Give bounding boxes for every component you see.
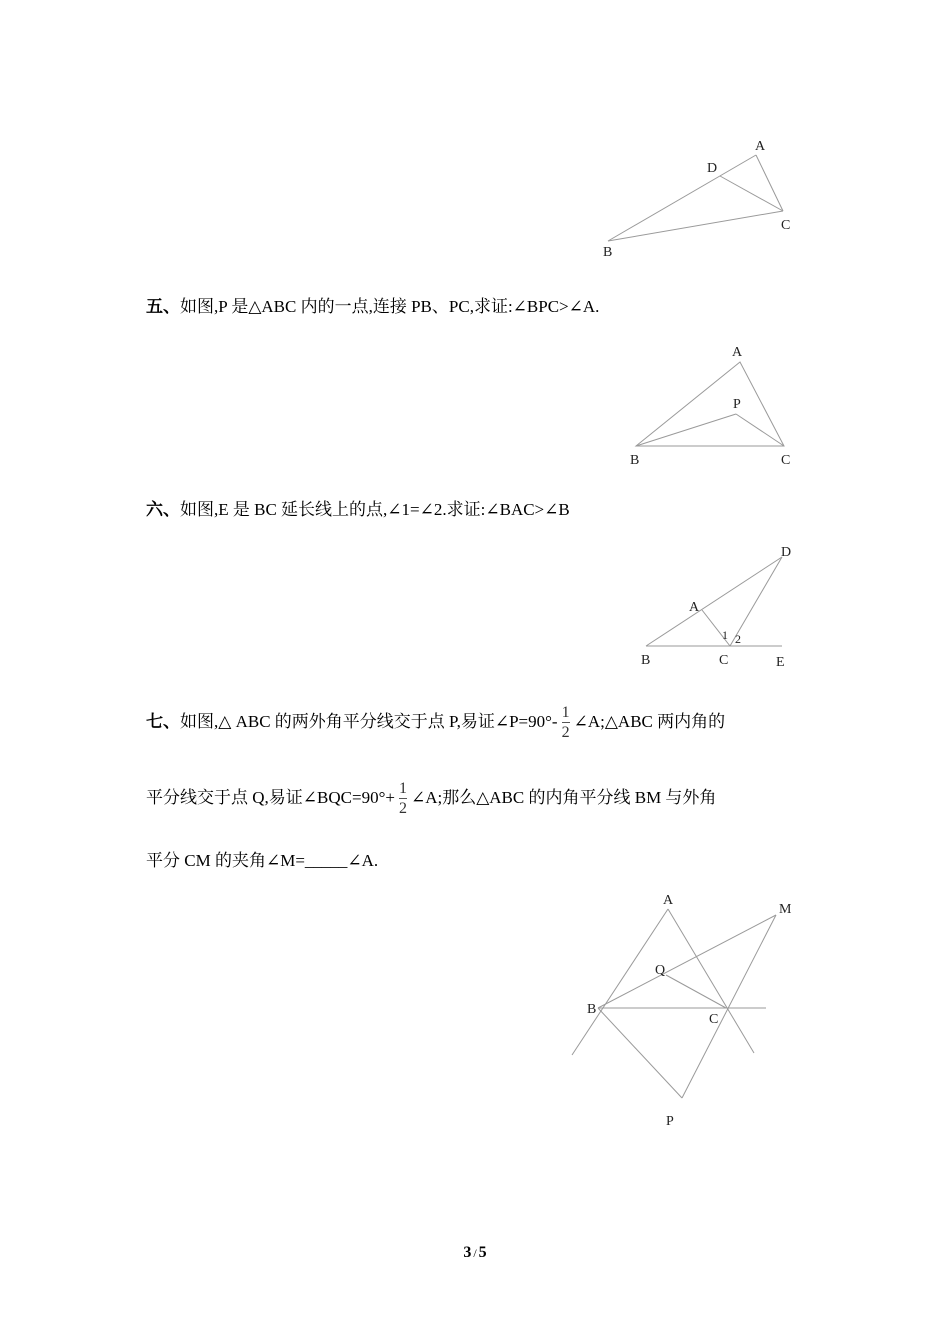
problem-6 [146, 499, 570, 521]
label-a: A [663, 893, 674, 908]
line-bm [598, 915, 776, 1008]
label-p: P [733, 397, 741, 412]
fraction-half [562, 704, 570, 742]
label-c: C [719, 653, 729, 668]
figure-angle-bisectors [560, 885, 800, 1135]
label-q: Q [655, 963, 666, 978]
problem-text: 如图,E 是 BC 延长线上的点,∠1=∠2.求证:∠BAC>∠B [180, 500, 570, 519]
label-b: B [630, 453, 640, 468]
figure-triangle-abcd [590, 130, 810, 270]
problem-text-1a: 如图,△ ABC 的两外角平分线交于点 P,易证∠P=90°- [180, 711, 558, 731]
segment-bp [636, 414, 736, 446]
problem-5 [146, 296, 599, 318]
line-ac-extended [668, 909, 754, 1053]
fraction-numerator: 1 [561, 704, 570, 721]
fraction-denominator: 2 [561, 724, 570, 741]
line-cp [682, 915, 776, 1098]
label-c: C [781, 218, 791, 233]
problem-7-line-3 [146, 846, 378, 871]
problem-number: 六、 [146, 500, 180, 519]
problem-text-2a: 平分线交于点 Q,易证∠BQC=90°+ [146, 787, 395, 807]
current-page: 3 [463, 1244, 472, 1261]
label-e: E [776, 655, 785, 670]
segment-bd [646, 557, 782, 646]
problem-text-2b: ∠A;那么△ABC 的内角平分线 BM 与外角 [410, 787, 717, 807]
label-d: D [781, 545, 792, 560]
problem-number: 五、 [146, 297, 180, 316]
segment-dc [720, 176, 783, 211]
fraction-half [399, 780, 407, 818]
segment-ac [756, 155, 783, 211]
problem-text: 如图,P 是△ABC 内的一点,连接 PB、PC,求证:∠BPC>∠A. [180, 297, 600, 316]
label-a: A [755, 139, 766, 154]
problem-text-1b: ∠A;△ABC 两内角的 [573, 711, 726, 731]
page-separator: / [473, 1246, 477, 1260]
label-angle-1: 1 [722, 628, 728, 642]
label-p: P [666, 1114, 674, 1129]
label-b: B [641, 653, 651, 668]
line-ab-extended [572, 909, 668, 1055]
label-d: D [707, 161, 718, 176]
label-a: A [732, 345, 743, 360]
figure-triangle-abcp [620, 338, 810, 473]
fraction-numerator: 1 [398, 780, 407, 797]
triangle-abc [636, 362, 784, 446]
line-bp [598, 1008, 682, 1098]
label-b: B [603, 245, 613, 260]
problem-number: 七、 [146, 711, 180, 731]
label-c: C [709, 1012, 719, 1027]
segment-pc [736, 414, 784, 446]
label-b: B [587, 1002, 597, 1017]
problem-7-line-2 [146, 780, 716, 818]
figure-triangle-abcde [630, 540, 810, 675]
fraction-denominator: 2 [398, 800, 407, 817]
page-number [0, 1244, 950, 1262]
label-a: A [689, 600, 700, 615]
problem-7-line-1 [146, 704, 725, 742]
label-m: M [779, 902, 792, 917]
label-angle-2: 2 [735, 632, 741, 646]
problem-text-3: 平分 CM 的夹角∠M=_____∠A. [146, 851, 379, 870]
total-pages: 5 [478, 1244, 487, 1261]
label-c: C [781, 453, 791, 468]
